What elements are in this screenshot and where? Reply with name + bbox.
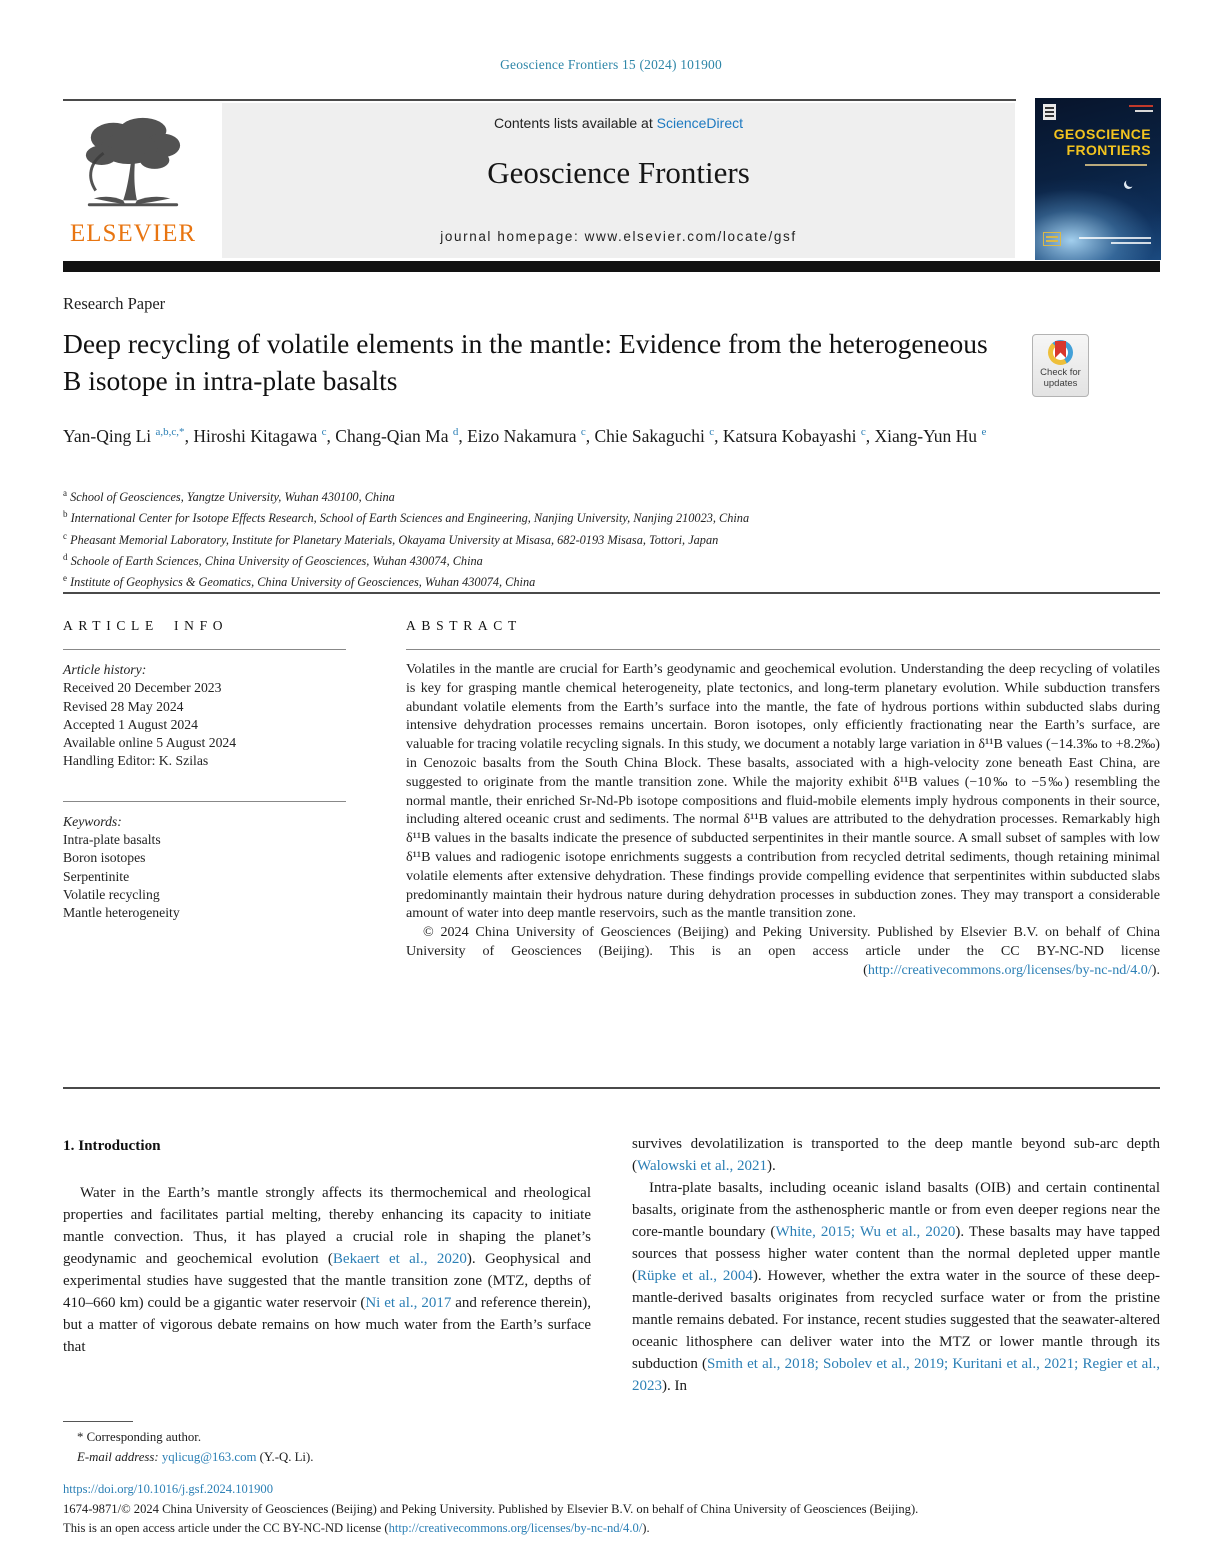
bookmark-icon: [1055, 341, 1066, 358]
info-line: Revised 28 May 2024: [63, 698, 184, 714]
citation-link[interactable]: https://doi.org/10.1016/j.gsf.2024.101900: [63, 1482, 274, 1496]
affiliation-list: [63, 485, 1153, 591]
citation-link[interactable]: Ni et al., 2017: [365, 1295, 452, 1311]
author-affiliation-sup: c: [709, 426, 715, 438]
info-line: Mantle heterogeneity: [63, 905, 180, 921]
paragraph: [63, 1182, 591, 1358]
cover-title-line1: GEOSCIENCE: [1053, 126, 1151, 142]
affiliation: $^c$ Pheasant Memorial Laboratory, Institute for Planetary Materials, Okayama University at Misasa, 682-0193 Misasa, Tottori, Japan: [63, 530, 719, 547]
check-updates-icon: [1048, 340, 1073, 365]
contents-line: [222, 115, 1015, 131]
contents-prefix: Contents lists available at: [493, 115, 657, 131]
text-segment: ).: [642, 1521, 650, 1535]
author-affiliation-sup: d: [452, 426, 459, 438]
copyright-line: [63, 1500, 1160, 1520]
paragraph: [63, 1519, 1160, 1539]
abstract-text: Volatiles in the mantle are crucial for Earth’s geodynamic and geochemical evolution. Understanding the deep recycling of volatiles is key for grasping mantle chemical heterogeneity, plate tectonics, and long-term planetary evolution. While subduction transfers abundant volatile elements from the Earth’s surface into the mantle, the fate of hydrous portions within subducted slabs during intensive dehydration processes remains uncertain. Boron isotopes, only efficiently fractionating near the Earth’s surface, are valuable for tracing volatile recycling signals. In this study, we document a notably large variation in δ¹¹B values (−14.3‰ to +8.2‰) in Cenozoic basalts from the South China Block. These basalts, associated with a high-velocity zone beneath East China, are suggested to originate from the mantle transition zone. While the majority exhibit δ¹¹B values (−10‰ to −5‰) resembling the normal mantle, their enriched Sr-Nd-Pb isotope compositions and fluid-mobile elements imply hydrous components in their source, including altered oceanic crust and sediments. The normal δ¹¹B values are attributed to the dehydration processes. Remarkably high δ¹¹B values in the basalts indicate the presence of subducted serpentinites in their mantle source. A small subset of samples with low δ¹¹B values and radiogenic isotope enrichments suggests a contribution from recycled detrital sediments, though retaining minimal volatile elements after extensive dehydration. These findings provide compelling evidence that serpentinites within subducted slabs predominantly maintain their hydrous nature during dehydration processes in subduction zones. They may transport a considerable amount of water into deep mantle reservoirs, such as the mantle transition zone.: [406, 661, 1160, 922]
journal-header-box: [222, 103, 1015, 258]
doi-line: [63, 1480, 1160, 1500]
check-updates-label: Check for updates: [1040, 367, 1081, 389]
paragraph: [632, 1133, 1160, 1177]
info-line: Intra-plate basalts: [63, 832, 161, 848]
affiliation: $^a$ School of Geosciences, Yangtze University, Wuhan 430100, China: [63, 488, 395, 505]
text-segment: * Corresponding author.: [77, 1430, 202, 1444]
cover-footer-lines: [1079, 234, 1151, 244]
text-segment: ). Geophysical and experimental studies have suggested that the mantle transition zone (MTZ, depths of 410–660 km) could be a gigantic water reservoir (: [63, 1251, 591, 1311]
page-footer: [63, 1480, 1160, 1539]
keyword-list: [63, 831, 346, 922]
paragraph: [63, 1428, 591, 1448]
affiliation: $^d$ Schoole of Earth Sciences, China University of Geosciences, Wuhan 430074, China: [63, 551, 483, 568]
author-name: Eizo Nakamura: [467, 425, 577, 446]
text-segment: 1674-9871/© 2024 China University of Geosciences (Beijing) and Peking University. Published by Elsevier B.V. on behalf of China University of Geosciences (Beijing).: [63, 1501, 919, 1516]
author-list: Yan-Qing Li $^{a,b,c,*}$, Hiroshi Kitagawa $^c$, Chang-Qian Ma $^d$, Eizo Nakamura $^c$, Chie Sakaguchi $^c$, Katsura Kobayashi $^c$, Xiang-Yun Hu $^e$: [63, 425, 987, 446]
elsevier-logo[interactable]: [63, 112, 203, 254]
keywords-label: Keywords:: [63, 813, 122, 829]
abstract-column: [406, 618, 1160, 980]
text-segment: E-mail address:: [77, 1449, 162, 1464]
info-line: Accepted 1 August 2024: [63, 716, 198, 732]
paragraph: [632, 1177, 1160, 1397]
text-segment: This is an open access article under the CC BY-NC-ND license (: [63, 1521, 389, 1535]
keywords-rule: [63, 801, 346, 802]
affiliation: $^e$ Institute of Geophysics & Geomatics, China University of Geosciences, Wuhan 430074, China: [63, 573, 536, 590]
text-segment: ).: [767, 1158, 776, 1174]
citation-link[interactable]: White, 2015; Wu et al., 2020: [775, 1224, 956, 1240]
text-segment: survives devolatilization is transported to the deep mantle beyond sub-arc depth (: [632, 1136, 1160, 1174]
header-top-rule: [63, 99, 1016, 101]
paragraph: [63, 1480, 1160, 1500]
corresponding-author-footnote: [63, 1428, 591, 1467]
paragraph: [406, 923, 1160, 979]
paragraph: [63, 1500, 1160, 1520]
article-history-label: Article history:: [63, 662, 147, 677]
info-line: Volatile recycling: [63, 886, 160, 902]
cover-publisher-logo-icon: [1043, 104, 1056, 120]
info-line: Received 20 December 2023: [63, 680, 222, 696]
author-name: Xiang-Yun Hu: [874, 425, 978, 446]
cover-issn-lines: [1129, 105, 1153, 115]
paragraph: [63, 1448, 591, 1468]
article-history-list: [63, 679, 346, 770]
cover-title-line2: FRONTIERS: [1066, 142, 1151, 158]
info-line: Boron isotopes: [63, 850, 146, 866]
journal-homepage-link[interactable]: journal homepage: www.elsevier.com/locate/gsf: [440, 229, 797, 244]
text-segment: Intra-plate basalts, including oceanic island basalts (OIB) and certain continental basalts, originate from the asthenospheric mantle or from even deeper regions near the core-mantle boundary (: [632, 1180, 1160, 1240]
author-affiliation-sup: e: [981, 426, 987, 438]
license-line: [63, 1519, 1160, 1539]
journal-citation-link[interactable]: Geoscience Frontiers 15 (2024) 101900: [500, 57, 722, 72]
sciencedirect-link[interactable]: ScienceDirect: [656, 115, 743, 131]
text-segment: ).: [1151, 961, 1160, 978]
author-name: Hiroshi Kitagawa: [193, 425, 318, 446]
info-line: Handling Editor: K. Szilas: [63, 753, 209, 769]
citation-link[interactable]: yqlicug@163.com: [161, 1449, 257, 1464]
text-segment: ). These basalts may have tapped sources that possess higher water content than the normal depleted upper mantle (: [632, 1224, 1160, 1284]
citation-link[interactable]: http://creativecommons.org/licenses/by-nc-nd/4.0/: [867, 961, 1152, 978]
journal-title: Geoscience Frontiers: [487, 155, 750, 190]
abstract-rule: [406, 649, 1160, 650]
author-affiliation-sup: c: [580, 426, 586, 438]
author-name: Chie Sakaguchi: [594, 425, 705, 446]
citation-link[interactable]: Smith et al., 2018; Sobolev et al., 2019; Kuritani et al., 2021; Regier et al., 2023: [632, 1356, 1160, 1394]
elsevier-wordmark: ELSEVIER: [69, 220, 197, 247]
text-segment: and reference therein), but a matter of vigorous debate remains on how much water from the Earth’s surface that: [63, 1295, 591, 1355]
text-segment: ). In: [662, 1378, 687, 1394]
citation-link[interactable]: Rüpke et al., 2004: [637, 1268, 753, 1284]
article-title: Deep recycling of volatile elements in the mantle: Evidence from the heterogeneous B isotope in intra-plate basalts: [63, 328, 988, 396]
article-type-label: Research Paper: [63, 294, 166, 313]
author-affiliation-sup: c: [860, 426, 866, 438]
text-segment: © 2024 China University of Geosciences (Beijing) and Peking University. Published by Elsevier B.V. on behalf of China University of Geosciences (Beijing). This is an open access article under the CC BY-NC-ND license (: [406, 924, 1160, 978]
author-affiliation-sup: a,b,c,*: [155, 426, 185, 438]
elsevier-tree-icon: [74, 112, 192, 218]
footnote-rule: [63, 1421, 133, 1422]
citation-link[interactable]: http://creativecommons.org/licenses/by-nc-nd/4.0/: [388, 1521, 643, 1535]
info-block-top-rule: [63, 592, 1160, 594]
info-line: Serpentinite: [63, 868, 130, 884]
citation-link[interactable]: Walowski et al., 2021: [637, 1158, 768, 1174]
author-name: Chang-Qian Ma: [335, 425, 449, 446]
journal-cover-thumbnail[interactable]: [1035, 98, 1161, 260]
citation-link[interactable]: Bekaert et al., 2020: [332, 1251, 467, 1267]
abstract-copyright: [406, 923, 1160, 979]
introduction-heading: 1. Introduction: [63, 1137, 161, 1154]
abstract-heading: ABSTRACT: [406, 618, 522, 633]
author-name: Yan-Qing Li: [63, 425, 152, 446]
author-name: Katsura Kobayashi: [722, 425, 857, 446]
article-info-rule: [63, 649, 346, 650]
info-line: Available online 5 August 2024: [63, 735, 237, 751]
text-segment: (Y.-Q. Li).: [256, 1449, 314, 1464]
author-affiliation-sup: c: [321, 426, 327, 438]
info-block-bottom-rule: [63, 1087, 1160, 1089]
text-segment: ). However, whether the extra water in the source of these deep-mantle-derived basalts originates from recycled surface water or from the pristine mantle remains debated. For instance, recent studies suggested that the seawater-altered oceanic lithosphere can deliver water into the MTZ or lower mantle through its subduction (: [632, 1268, 1160, 1372]
cover-earth-glow: [1035, 180, 1161, 260]
cover-volume-line: [1085, 164, 1147, 166]
affiliation: $^b$ International Center for Isotope Effects Research, School of Earth Sciences and Engineering, Nanjing University, Nanjing 210023, China: [63, 509, 750, 526]
intro-column-right: [632, 1133, 1160, 1397]
cover-title: [1054, 126, 1151, 158]
article-info-column: [63, 618, 346, 923]
header-divider-bar: [63, 261, 1160, 272]
check-updates-badge[interactable]: [1032, 334, 1089, 397]
cover-impact-factor-box: [1043, 232, 1061, 246]
article-info-heading: ARTICLE INFO: [63, 618, 229, 633]
text-segment: Water in the Earth’s mantle strongly affects its thermochemical and rheological properties and facilitates partial melting, thereby enhancing its capacity to initiate mantle convection. Thus, it has played a crucial role in shaping the planet’s geodynamic and geochemical evolution (: [63, 1185, 591, 1267]
intro-column-left: [63, 1182, 591, 1358]
